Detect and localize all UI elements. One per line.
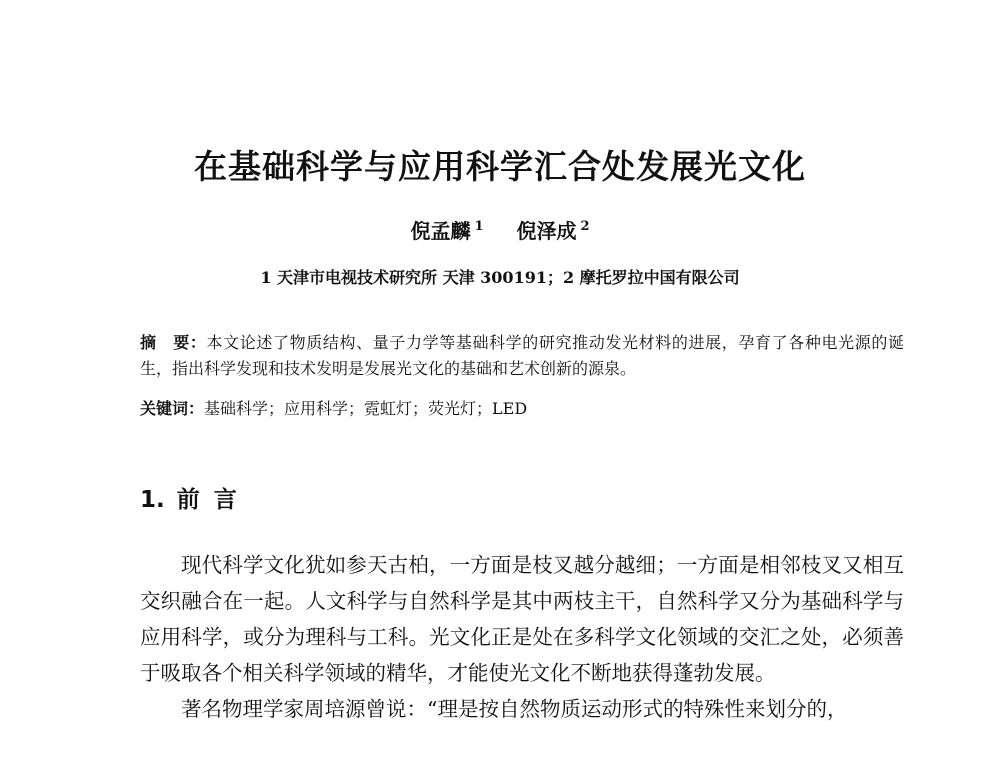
keywords-label: 关键词： xyxy=(140,399,205,418)
section-title: 前言 xyxy=(176,487,251,513)
body-paragraph: 现代科学文化犹如参天古柏，一方面是枝叉越分越细；一方面是相邻枝叉又相互交织融合在一起。人文科学与自然科学是其中两枝主干，自然科学又分为基础科学与应用科学，或分为理科与工科。光文化正是处在多科学文化领域的交汇之处，必须善于吸取各个相关科学领域的精华，才能使光文化不断地获得蓬勃发展。 xyxy=(140,553,904,685)
affiliations: 1 天津市电视技术研究所 天津 300191；2 摩托罗拉中国有限公司 xyxy=(260,268,740,287)
author-name: 倪孟麟 xyxy=(410,219,471,243)
author-list xyxy=(0,216,1000,246)
author-name: 倪泽成 xyxy=(516,219,577,243)
paper-title: 在基础科学与应用科学汇合处发展光文化 xyxy=(194,147,806,186)
author-1 xyxy=(410,216,483,246)
author-2 xyxy=(516,216,589,246)
abstract-text: 本文论述了物质结构、量子力学等基础科学的研究推动发光材料的进展，孕育了各种电光源的诞生，指出科学发现和技术发明是发展光文化的基础和艺术创新的源泉。 xyxy=(140,333,904,378)
keywords xyxy=(140,396,904,422)
author-affiliation-mark: 1 xyxy=(474,219,484,234)
section-number: 1. xyxy=(140,487,165,513)
section-heading xyxy=(140,484,251,516)
abstract-label: 摘 要 xyxy=(140,333,190,352)
abstract xyxy=(140,330,904,382)
keywords-text: 基础科学；应用科学；霓虹灯；荧光灯；LED xyxy=(204,399,528,418)
body-text xyxy=(140,547,904,727)
abstract-separator: ： xyxy=(189,333,207,352)
body-paragraph: 著名物理学家周培源曾说：“理是按自然物质运动形式的特殊性来划分的， xyxy=(181,697,848,721)
author-affiliation-mark: 2 xyxy=(580,219,590,234)
